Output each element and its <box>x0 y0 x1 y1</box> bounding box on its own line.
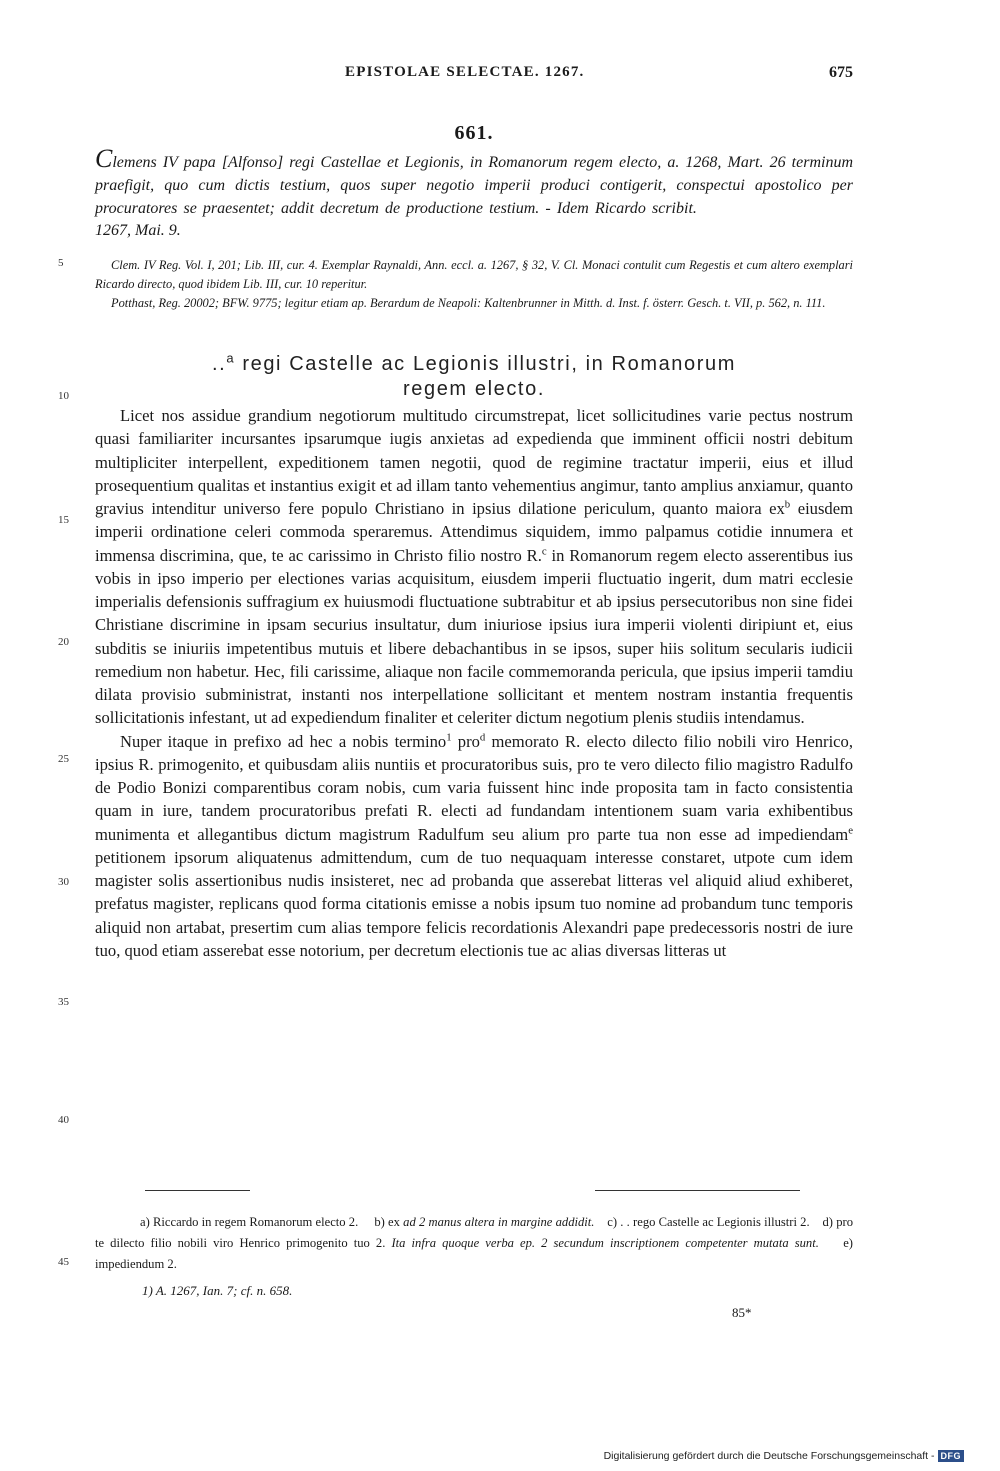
footnote-a: a) Riccardo in regem Romanorum electo 2. <box>140 1215 359 1229</box>
footnote-mark: c <box>541 544 547 557</box>
line-number: 30 <box>58 876 69 888</box>
sheet-signature: 85* <box>732 1305 752 1320</box>
footnote-b-text: ad 2 manus altera in margine addidit. <box>403 1215 595 1229</box>
page-header <box>95 64 853 84</box>
reference-note: 1) A. 1267, Ian. 7; cf. n. 658. <box>142 1283 293 1298</box>
address-line: regem electo. <box>403 377 545 400</box>
letter-body <box>95 404 853 962</box>
address-line: regi Castelle ac Legionis illustri, in Romanorum <box>242 353 736 375</box>
source-notes <box>95 256 853 312</box>
body-text-run: Licet nos assidue grandium negotiorum multitudo circumstrepat, licet sollicitudines varie pectus nostrum quasi familiariter incursantes ipsarumque iugis anxietas ad expedienda que imminent officii nostri debitum multipliciter interpellent, expeditionem tamen negotii, quod de regimine tractatur imperii, eius et illud prosequentium qualitas et instantius exigit et ad illam tanto vehementius angimur, tanto amplius anxiamur, quanto gravius intenditur universo fere populo Christiano in ipsius dilatione periculum, quanto maiora ex <box>95 406 853 518</box>
footnote-e: e) impediendum 2. <box>95 1236 853 1271</box>
body-paragraph <box>95 730 853 963</box>
footnote-mark: 1 <box>446 730 452 743</box>
footnote-mark: b <box>784 498 791 511</box>
body-text-run: in Romanorum regem electo asserentibus ius vobis in ipso imperio per electiones varias acquisitum, eiusdem imperii fluctuatio ingerit, dum matri ecclesie imperialis defensionis suffragium ex huiusmodi fluctuatione subtrabitur et ab ipsius persecutoribus non sine fidei Christiane discrimine in ipsam securius insultatur, dum iniuriose ipsius iura imperii violenti diripiunt et, eius subditis se iniuriis impetentibus mutuis et libere debachantibus in se ipsos, super hiis solitum secularis iudicii remedium non habetur. Hec, fili carissime, aliaque non facile commemoranda pericula, que ipsius imperii tamdiu dilata provisio subministrat, instanti nos interpellatione sollicitant et mentem nostram instantia frequentis sollicitationis infestant, ut ad expediendum finaliter et celeriter dictum negotium plenis studiis intendamus. <box>95 545 853 728</box>
summary-text: lemens IV papa [Alfonso] regi Castellae et Legionis, in Romanorum regem electo, a. 1268, Mart. 26 terminum praefigit, quo cum dictis testium, quos super negotio imperii produci contigerit, conspectui apostolico per procuratores se praesentet; addit decretum de productione testium. - Idem Ricardo scribit. <box>95 154 853 217</box>
footnote-b: b) ex <box>374 1215 400 1229</box>
footnote-separator <box>145 1190 250 1191</box>
line-number: 15 <box>58 514 69 526</box>
footnote-mark: d <box>479 730 486 743</box>
summary-initial: C <box>95 144 113 173</box>
line-number: 45 <box>58 1256 69 1268</box>
source-note: Clem. IV Reg. Vol. I, 201; Lib. III, cur. 4. Exemplar Raynaldi, Ann. eccl. a. 1267, § 32, V. Cl. Monaci contulit cum Regestis et cum altero exemplari Ricardo directo, quod ibidem Lib. III, cur. 10 reperitur. <box>95 258 853 291</box>
line-number: 25 <box>58 753 69 765</box>
summary-date: 1267, Mai. 9. <box>95 222 181 240</box>
dfg-logo: DFG <box>938 1450 965 1462</box>
source-note: Potthast, Reg. 20002; BFW. 9775; legitur etiam ap. Berardum de Neapoli: Kaltenbrunner in Mitth. d. Inst. f. österr. Gesch. t. VII, p. 562, n. 111. <box>111 295 826 310</box>
digitization-credit <box>604 1450 964 1462</box>
document-number: 661. <box>454 122 494 144</box>
footnote-d-text: Ita infra quoque verba ep. 2 secundum inscriptionem competenter mutata sunt. <box>391 1236 819 1250</box>
letter-address <box>95 352 853 401</box>
footnote-c: c) . . <box>607 1215 630 1229</box>
body-text-run: pro <box>451 731 480 751</box>
line-number: 10 <box>58 390 69 402</box>
body-paragraph <box>95 404 853 730</box>
body-text-run: memorato R. electo dilecto filio nobili viro Henrico, ipsius R. primogenito, et quibusdam aliis nuntiis et procuratoribus suis, pro te vero dilecto filio magistro Radulfo de Podio Bonizi comparentibus coram nobis, cum varia fuissent hinc inde proposita tam in facto consistentia quam in iure, tandem procuratoribus prefati R. electi ad fundandam intentionem suam varia exhibentibus munimenta et allegantibus dictum magistrum Radulfum seu alium pro parte tua non esse ad impediendam <box>95 731 853 844</box>
line-number: 40 <box>58 1114 69 1126</box>
line-number: 5 <box>58 257 64 269</box>
address-prefix: .. <box>212 353 227 375</box>
line-number: 35 <box>58 996 69 1008</box>
running-title: EPISTOLAE SELECTAE. 1267. <box>345 64 585 80</box>
footnote-d: d) pro te dilecto filio nobili viro Henrico primogenito tuo 2. <box>95 1215 853 1250</box>
body-text-run: petitionem ipsorum aliquatenus admittendum, cum de tuo nequaquam interesse constaret, utpote cum idem magister solis assertionibus nudis insisteret, nec ad probanda que asserebat litteras vel aliquid aliud exhiberet, prefatus magister, replicans quod forma citationis emisse a nobis ipsum tuo nomine ad probandum tunc temporis aliquid non artabat, presertim cum alias tempore felicis recordationis Alexandri pape predecessoris nostri de iure tuo, quod etiam asserebat esse notorium, per decretum electionis tue ac alias diversas litteras ut <box>95 847 853 960</box>
credit-text: Digitalisierung gefördert durch die Deutsche Forschungsgemeinschaft - <box>603 1450 935 1462</box>
page-number: 675 <box>829 64 853 81</box>
critical-apparatus <box>95 1212 853 1275</box>
footnote-entry <box>95 1212 853 1275</box>
footnote-c-text: rego Castelle ac Legionis illustri 2. <box>633 1215 810 1229</box>
footnote-mark: e <box>848 823 853 836</box>
line-number: 20 <box>58 636 69 648</box>
regest-summary <box>95 144 853 243</box>
footnote-mark: a <box>226 350 236 366</box>
body-text-run: eiusdem imperii ordinatione celeri commoda speraremus. Attendimus siquidem, immo palpamus cotidie innumera et immensa discrimina, que, te ac carissimo in Christo filio nostro R. <box>95 499 854 565</box>
footnote-separator <box>595 1190 800 1191</box>
body-text-run: Nuper itaque in prefixo ad hec a nobis termino <box>120 731 447 751</box>
